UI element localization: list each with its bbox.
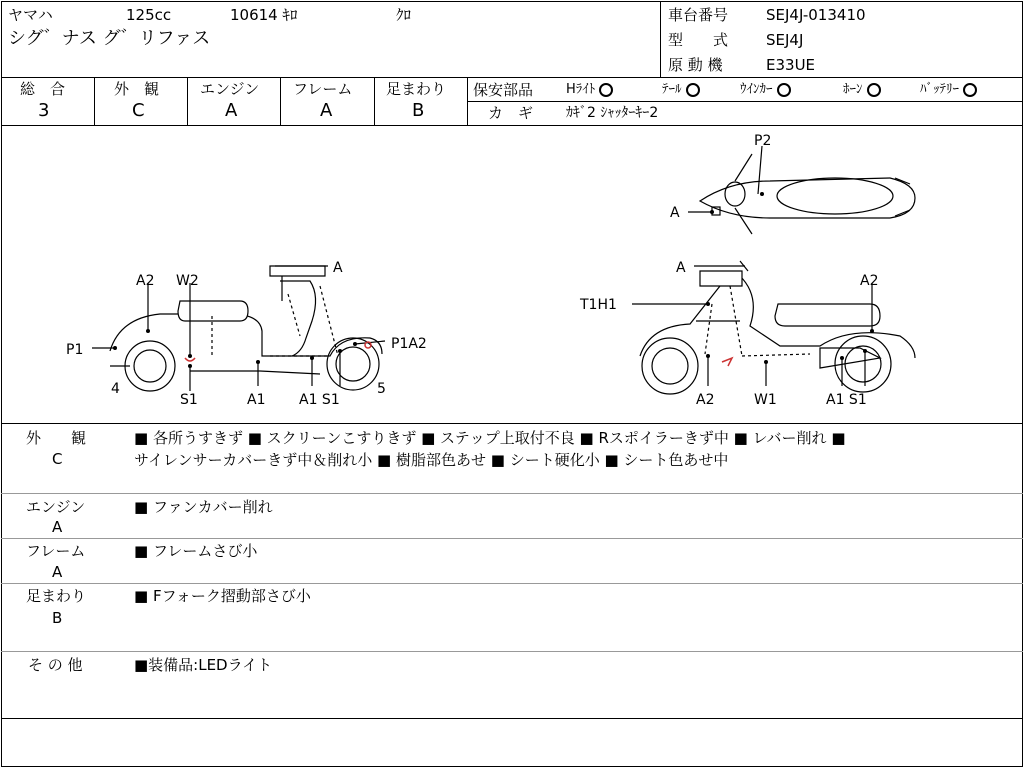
safety-item-horn: ﾎｰﾝ xyxy=(843,81,881,99)
label-top-p2: P2 xyxy=(754,133,772,149)
label-left-a: A xyxy=(333,260,343,276)
label-right-w1: W1 xyxy=(754,392,777,408)
frame-no-label: 車台番号 xyxy=(668,6,729,24)
label-right-a2b: A2 xyxy=(696,392,715,408)
key-label: カ ギ xyxy=(488,104,534,122)
grade-total-value: 3 xyxy=(38,100,50,121)
label-left-a1: A1 xyxy=(247,392,266,408)
grade-total-label: 総 合 xyxy=(20,80,66,98)
label-left-a1s1: A1 S1 xyxy=(299,392,340,408)
note-frame-line1: ■ フレームさび小 xyxy=(134,542,258,560)
mileage: 10614 ｷﾛ xyxy=(230,6,298,24)
safety-item-headlight: Hﾗｲﾄ xyxy=(566,81,613,99)
grade-suspension-label: 足まわり xyxy=(386,80,447,98)
label-left-p1a2: P1A2 xyxy=(391,336,427,352)
note-frame-label: フレーム xyxy=(26,542,86,560)
ok-circle-icon xyxy=(777,83,791,97)
note-frame-grade: A xyxy=(52,563,63,581)
ok-circle-icon xyxy=(686,83,700,97)
color: ｸﾛ xyxy=(396,6,412,24)
label-right-a1s1: A1 S1 xyxy=(826,392,867,408)
safety-label: 保安部品 xyxy=(473,81,534,99)
label-left-4: 4 xyxy=(111,381,120,397)
note-exterior-grade: C xyxy=(52,450,63,468)
grade-frame-label: フレーム xyxy=(293,80,353,98)
grade-engine-label: エンジン xyxy=(200,80,260,98)
label-top-a: A xyxy=(670,205,680,221)
note-suspension-grade: B xyxy=(52,609,63,627)
safety-item-tail: ﾃｰﾙ xyxy=(662,81,700,99)
label-left-s1: S1 xyxy=(180,392,198,408)
grade-frame-value: A xyxy=(320,100,333,121)
ok-circle-icon xyxy=(599,83,613,97)
type-value: SEJ4J xyxy=(766,31,804,49)
note-suspension-label: 足まわり xyxy=(26,587,87,605)
note-other-line1: ■装備品:LEDライト xyxy=(134,656,273,674)
grade-suspension-value: B xyxy=(412,100,425,121)
safety-item-battery: ﾊﾞｯﾃﾘｰ xyxy=(920,81,977,99)
note-exterior-label: 外 観 xyxy=(26,429,87,447)
note-engine-line1: ■ ファンカバー削れ xyxy=(134,498,273,516)
grade-exterior-value: C xyxy=(132,100,145,121)
label-right-a2: A2 xyxy=(860,273,879,289)
label-left-w2: W2 xyxy=(176,273,199,289)
scooter-diagram xyxy=(0,126,1024,423)
label-left-5: 5 xyxy=(377,381,386,397)
grade-exterior-label: 外 観 xyxy=(114,80,160,98)
safety-item-winker: ｳｲﾝｶｰ xyxy=(740,81,791,99)
label-left-a2: A2 xyxy=(136,273,155,289)
frame-no: SEJ4J-013410 xyxy=(766,6,866,24)
key-value: ｶｷﾞ2 ｼｬｯﾀｰｷｰ2 xyxy=(566,105,659,121)
engine-model-label: 原 動 機 xyxy=(668,56,723,74)
note-exterior-line2: サイレンサーカバーきず中＆削れ小 ■ 樹脂部色あせ ■ シート硬化小 ■ シート色あせ中 xyxy=(134,451,729,469)
label-right-a: A xyxy=(676,260,686,276)
note-suspension-line1: ■ Fフォーク摺動部さび小 xyxy=(134,587,311,605)
note-engine-label: エンジン xyxy=(26,498,86,516)
note-exterior-line1: ■ 各所うすきず ■ スクリーンこすりきず ■ ステップ上取付不良 ■ Rスポイラーきず中 ■ レバー削れ ■ xyxy=(134,429,846,447)
note-engine-grade: A xyxy=(52,518,63,536)
grade-engine-value: A xyxy=(225,100,238,121)
ok-circle-icon xyxy=(963,83,977,97)
ok-circle-icon xyxy=(867,83,881,97)
label-left-p1: P1 xyxy=(66,342,84,358)
top-view-scooter xyxy=(700,154,915,234)
label-right-t1h1: T1H1 xyxy=(580,297,617,313)
note-other-label: そ の 他 xyxy=(28,656,83,674)
type-label: 型 式 xyxy=(668,31,729,49)
displacement: 125cc xyxy=(126,6,172,24)
engine-model-value: E33UE xyxy=(766,56,816,74)
maker: ヤマハ xyxy=(8,6,53,24)
model-name: シグ゛ナス グ゛リファス xyxy=(8,28,211,49)
